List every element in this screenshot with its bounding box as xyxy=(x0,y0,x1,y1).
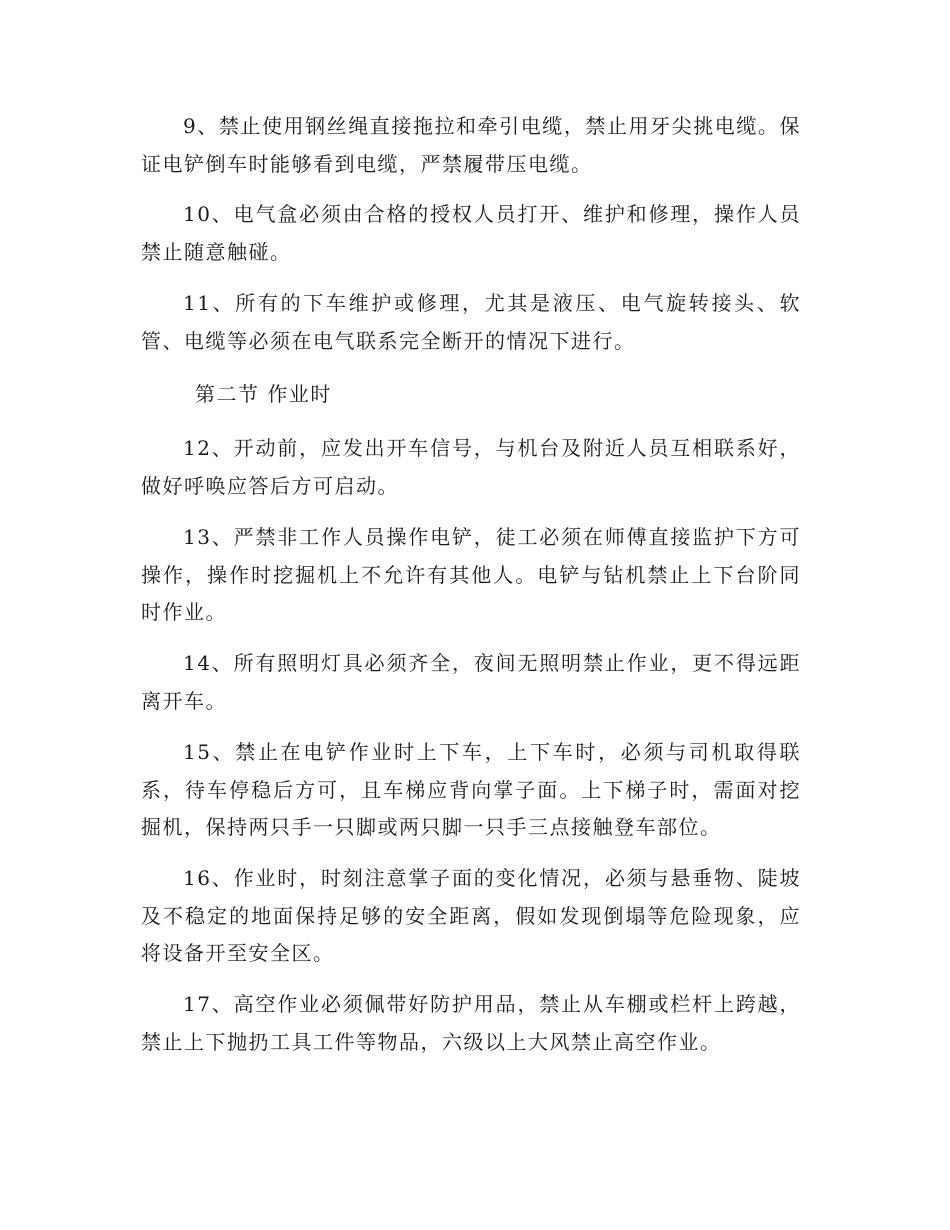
section-heading: 第二节 作业时 xyxy=(195,382,332,406)
paragraph-item-14: 14、所有照明灯具必须齐全，夜间无照明禁止作业，更不得远距离开车。 xyxy=(141,651,801,713)
paragraph-item-15: 15、禁止在电铲作业时上下车，上下车时，必须与司机取得联系，待车停稳后方可，且车梯应背向掌子面。上下梯子时，需面对挖掘机，保持两只手一只脚或两只脚一只手三点接触登车部位。 xyxy=(141,740,801,839)
paragraph-item-11: 11、所有的下车维护或修理，尤其是液压、电气旋转接头、软管、电缆等必须在电气联系完全断开的情况下进行。 xyxy=(141,291,801,353)
paragraph-item-12: 12、开动前，应发出开车信号，与机台及附近人员互相联系好，做好呼唤应答后方可启动。 xyxy=(141,436,801,498)
paragraph-item-16: 16、作业时，时刻注意掌子面的变化情况，必须与悬垂物、陡坡及不稳定的地面保持足够的安全距离，假如发现倒塌等危险现象，应将设备开至安全区。 xyxy=(141,866,801,965)
paragraph-item-17: 17、高空作业必须佩带好防护用品，禁止从车棚或栏杆上跨越，禁止上下抛扔工具工件等物品，六级以上大风禁止高空作业。 xyxy=(141,992,801,1054)
paragraph-item-10: 10、电气盒必须由合格的授权人员打开、维护和修理，操作人员禁止随意触碰。 xyxy=(141,202,801,264)
paragraph-item-9: 9、禁止使用钢丝绳直接拖拉和牵引电缆，禁止用牙尖挑电缆。保证电铲倒车时能够看到电缆，严禁履带压电缆。 xyxy=(141,114,801,176)
paragraph-item-13: 13、严禁非工作人员操作电铲，徒工必须在师傅直接监护下方可操作，操作时挖掘机上不允许有其他人。电铲与钻机禁止上下台阶同时作业。 xyxy=(141,525,801,624)
